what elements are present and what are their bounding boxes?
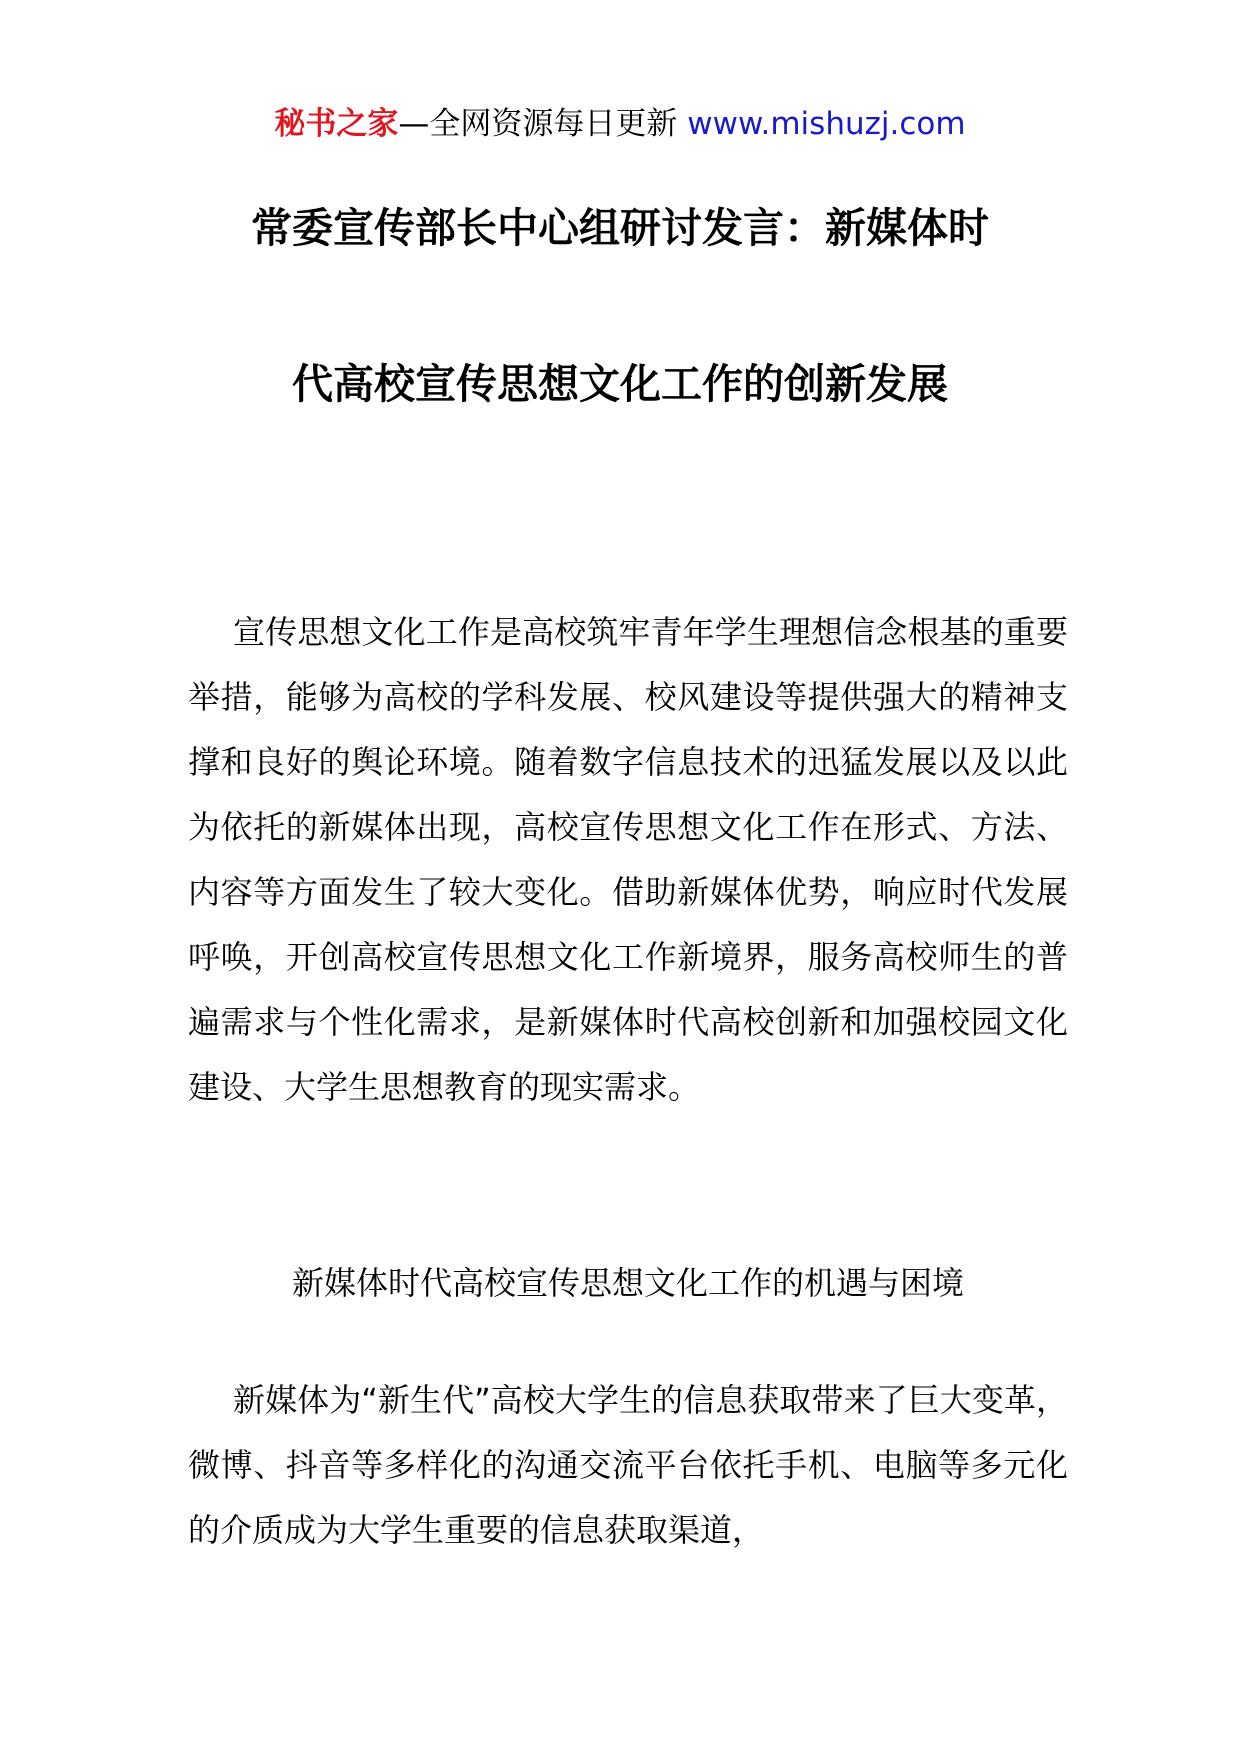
brand-name: 秘书之家 bbox=[274, 106, 399, 142]
section-heading: 新媒体时代高校宣传思想文化工作的机遇与困境 bbox=[291, 1264, 964, 1302]
site-header bbox=[0, 100, 1240, 148]
site-url-link[interactable]: www.mishuzj.com bbox=[687, 106, 966, 142]
body-paragraph-1: 宣传思想文化工作是高校筑牢青年学生理想信念根基的重要举措，能够为高校的学科发展、校风建设等提供强大的精神支撑和良好的舆论环境。随着数字信息技术的迅猛发展以及以此为依托的新媒体出现，高校宣传思想文化工作在形式、方法、内容等方面发生了较大变化。借助新媒体优势，响应时代发展呼唤，开创高校宣传思想文化工作新境界，服务高校师生的普遍需求与个性化需求，是新媒体时代高校创新和加强校园文化建设、大学生思想教育的现实需求。 bbox=[188, 613, 1068, 1106]
document-title-line-1: 常委宣传部长中心组研讨发言：新媒体时 bbox=[251, 204, 989, 252]
body-paragraph-2: 新媒体为“新生代”高校大学生的信息获取带来了巨大变革，微博、抖音等多样化的沟通交流平台依托手机、电脑等多元化的介质成为大学生重要的信息获取渠道， bbox=[188, 1381, 1068, 1549]
document-title-line-2: 代高校宣传思想文化工作的创新发展 bbox=[292, 360, 948, 408]
header-tagline: —全网资源每日更新 bbox=[398, 106, 688, 142]
